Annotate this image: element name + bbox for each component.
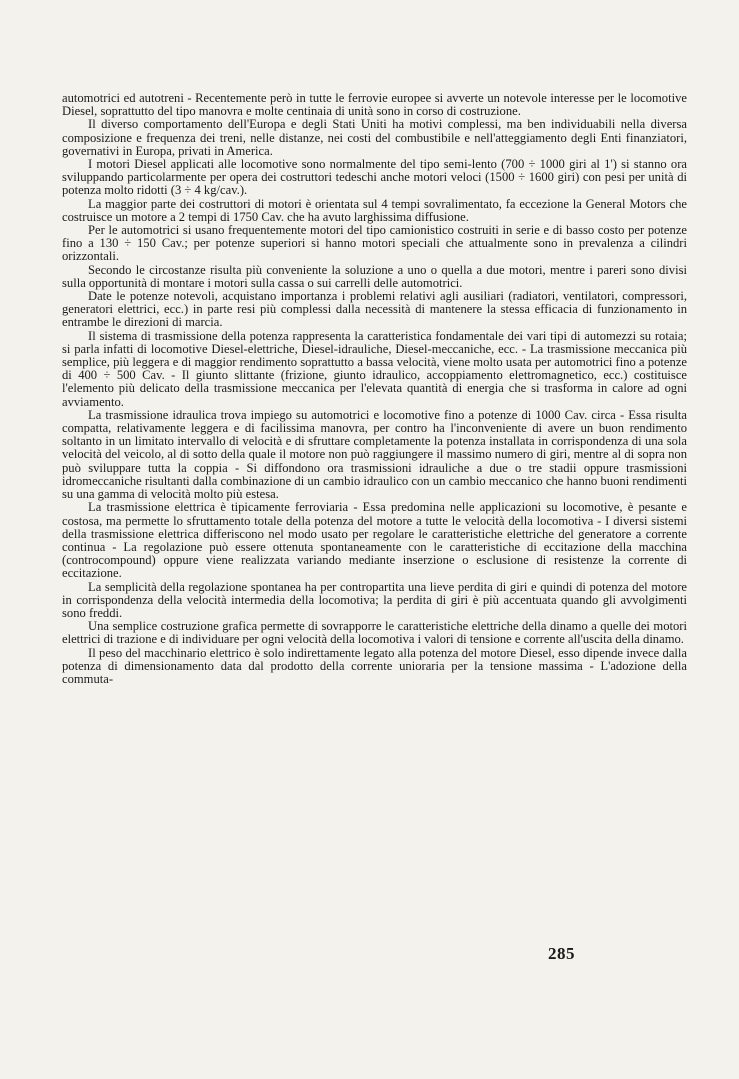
paragraph-13: Il peso del macchinario elettrico è solo indirettamente legato alla potenza del motore Diesel, esso dipende invece dalla potenza di dimensionamento data dal prodotto della corrente unioraria per la tensione massima - L'adozione della commuta- (62, 645, 687, 686)
paragraph-10: La trasmissione elettrica è tipicamente ferroviaria - Essa predomina nelle applicazioni su locomotive, è pesante e costosa, ma permette lo sfruttamento totale della potenza del motore a tutte le velocità della locomotiva - I diversi sistemi della trasmissione elettrica differiscono nel modo usato per regolare le caratteristiche elettriche del generatore a corrente continua - La regolazione può essere ottenuta spontaneamente con le caratteristiche di eccitazione della macchina (controcompound) oppure viene realizzata variando mediante inserzione o esclusione di resistenze la corrente di eccitazione. (62, 500, 687, 581)
paragraph-9: La trasmissione idraulica trova impiego su automotrici e locomotive fino a potenze di 1000 Cav. circa - Essa risulta compatta, relativamente leggera e di facilissima manovra, per contro ha l'inconveniente di avere un buon rendimento soltanto in un limitato intervallo di velocità e di sfruttare completamente la potenza installata in corrispondenza di una sola velocità del veicolo, al di sotto della quale il motore non può raggiungere il massimo numero di giri, mentre al di sopra non può sviluppare tutta la coppia - Si diffondono ora trasmissioni idrauliche a due o tre stadii oppure trasmissioni idromeccaniche risultanti dalla combinazione di un cambio idraulico con un cambio meccanico che hanno buoni rendimenti su una gamma di velocità molto più estesa. (62, 407, 687, 502)
page-body (62, 92, 687, 686)
page-number: 285 (548, 944, 575, 963)
paragraph-7: Date le potenze notevoli, acquistano importanza i problemi relativi agli ausiliari (radiatori, ventilatori, compressori, generatori elettrici, ecc.) in parte resi più complessi dalla necessità di mantenere la stessa efficacia di funzionamento in entrambe le direzioni di marcia. (62, 289, 687, 330)
paragraph-6: Secondo le circostanze risulta più conveniente la soluzione a uno o quella a due motori, mentre i pareri sono divisi sulla opportunità di montare i motori sulla cassa o sui carrelli delle automotrici. (62, 262, 687, 290)
paragraph-4: La maggior parte dei costruttori di motori è orientata sul 4 tempi sovralimentato, fa eccezione la General Motors che costruisce un motore a 2 tempi di 1750 Cav. che ha avuto larghissima diffusione. (62, 196, 687, 224)
paragraph-2: Il diverso comportamento dell'Europa e degli Stati Uniti ha motivi complessi, ma ben individuabili nella diversa composizione e frequenza dei treni, nelle distanze, nei costi del combustibile e nell'atteggiamento degli Enti finanziatori, governativi in Europa, privati in America. (62, 117, 687, 158)
paragraph-3: I motori Diesel applicati alle locomotive sono normalmente del tipo semi-lento (700 ÷ 1000 giri al 1') si stanno ora sviluppando particolarmente per opera dei costruttori tedeschi anche motori veloci (1500 ÷ 1600 giri) con pesi per unità di potenza molto ridotti (3 ÷ 4 kg/cav.). (62, 157, 687, 198)
paragraph-1: automotrici ed autotreni - Recentemente però in tutte le ferrovie europee si avverte un notevole interesse per le locomotive Diesel, soprattutto del tipo manovra e molte centinaia di unità sono in corso di costruzione. (62, 91, 687, 119)
paragraph-12: Una semplice costruzione grafica permette di sovrapporre le caratteristiche elettriche della dinamo a quelle dei motori elettrici di trazione e di individuare per ogni velocità della locomotiva i valori di tensione e corrente all'uscita della dinamo. (62, 619, 687, 647)
paragraph-11: La semplicità della regolazione spontanea ha per contropartita una lieve perdita di giri e quindi di potenza del motore in corrispondenza della velocità intermedia della locomotiva; la perdita di giri è più accentuata quando gli avvolgimenti sono freddi. (62, 579, 687, 620)
paragraph-8: Il sistema di trasmissione della potenza rappresenta la caratteristica fondamentale dei vari tipi di automezzi su rotaia; si parla infatti di locomotive Diesel-elettriche, Diesel-idrauliche, Diesel-meccaniche, ecc. - La trasmissione meccanica più semplice, più leggera e di maggior rendimento soprattutto a bassa velocità, viene molto usata per automotrici fino a potenze di 400 ÷ 500 Cav. - Il giunto slittante (frizione, giunto idraulico, accoppiamento elettromagnetico, ecc.) costituisce l'elemento più delicato della trasmissione meccanica per l'elevata quantità di energia che si trasforma in calore ad ogni avviamento. (62, 328, 687, 409)
paragraph-5: Per le automotrici si usano frequentemente motori del tipo camionistico costruiti in serie e di basso costo per potenze fino a 130 ÷ 150 Cav.; per potenze superiori si hanno motori speciali che attualmente sono in prevalenza a cilindri orizzontali. (62, 223, 687, 264)
